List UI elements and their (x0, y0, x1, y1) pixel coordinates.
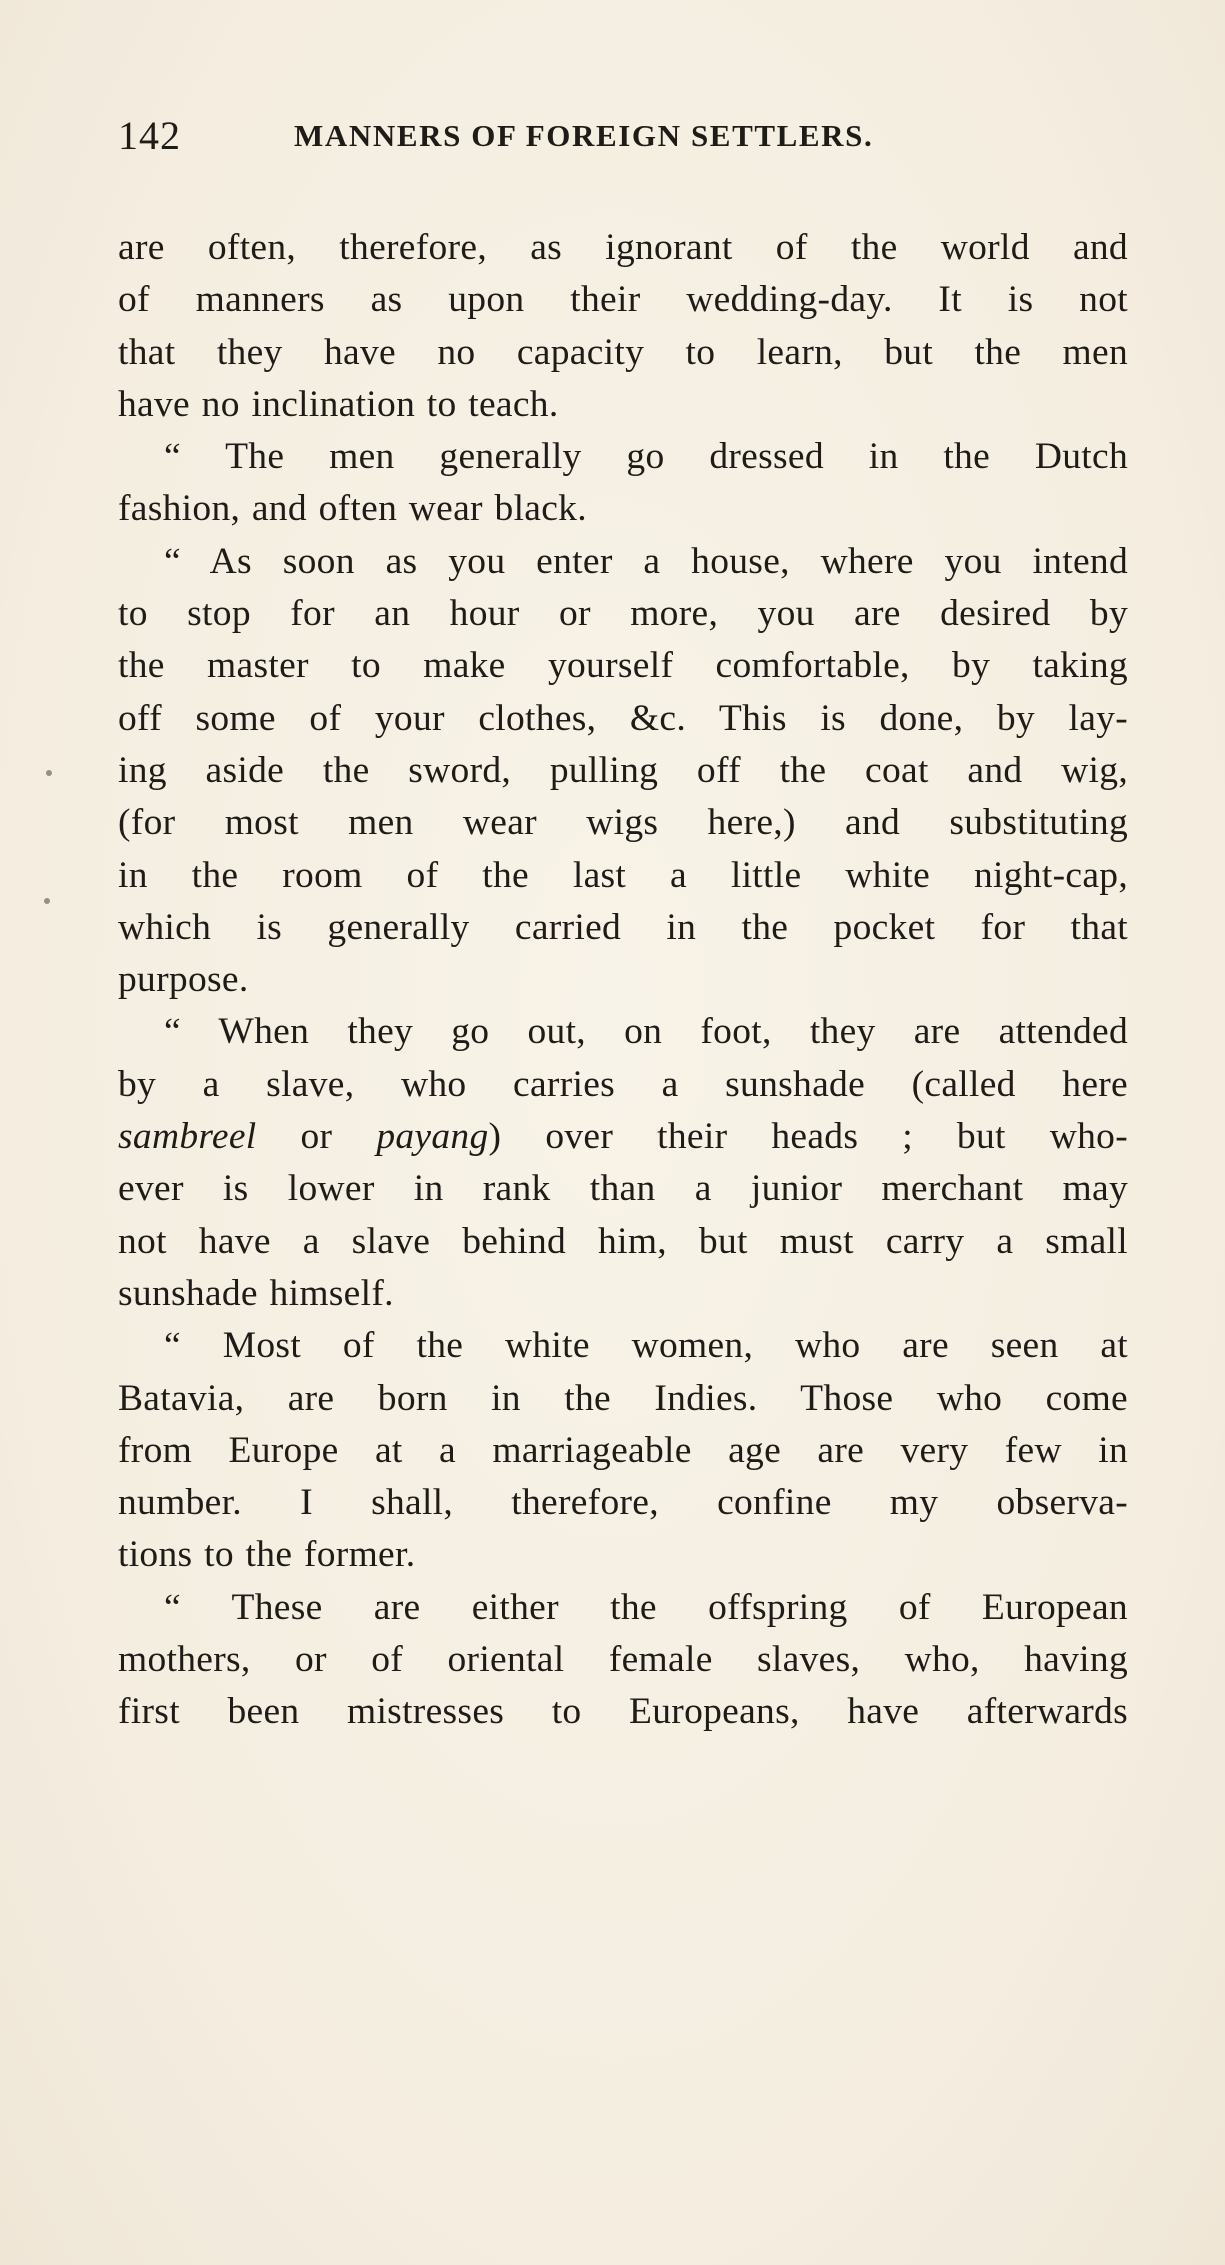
text-line: in the room of the last a little white night-cap, (118, 854, 1128, 896)
text-line: fashion, and often wear black. (118, 488, 587, 530)
text-line: Batavia, are born in the Indies. Those who come (118, 1377, 1128, 1419)
text-line: tions to the former. (118, 1534, 416, 1576)
text-line: “ These are either the offspring of European (164, 1586, 1128, 1628)
body-text (118, 222, 1128, 1739)
italic-word: payang (376, 1116, 489, 1158)
text-line: by a slave, who carries a sunshade (called here (118, 1063, 1128, 1105)
running-head: MANNERS OF FOREIGN SETTLERS. (294, 118, 874, 153)
italic-connector: or (300, 1116, 333, 1158)
text-line: purpose. (118, 959, 249, 1001)
page-header (118, 112, 1128, 160)
italic-word: sambreel (118, 1116, 257, 1158)
text-line: the master to make yourself comfortable, by taking (118, 645, 1128, 687)
text-line: “ Most of the white women, who are seen at (164, 1325, 1128, 1367)
text-line: “ As soon as you enter a house, where you intend (164, 540, 1128, 582)
text-line: mothers, or of oriental female slaves, who, having (118, 1639, 1128, 1681)
text-line: from Europe at a marriageable age are very few in (118, 1429, 1128, 1471)
text-line: are often, therefore, as ignorant of the world and (118, 227, 1128, 268)
text-line-with-italics: sambreel or payang) over their heads ; but who- (118, 1116, 1128, 1158)
text-fragment: over their heads ; but who- (545, 1116, 1128, 1158)
text-line: to stop for an hour or more, you are desired by (118, 593, 1128, 635)
text-line: sunshade himself. (118, 1272, 394, 1314)
text-line: “ The men generally go dressed in the Dutch (164, 436, 1128, 478)
text-line: that they have no capacity to learn, but the men (118, 331, 1128, 373)
margin-dot (44, 898, 50, 904)
page-number: 142 (118, 113, 181, 158)
text-line: which is generally carried in the pocket for that (118, 906, 1128, 948)
text-line: not have a slave behind him, but must carry a small (118, 1220, 1128, 1262)
text-line: number. I shall, therefore, confine my observa- (118, 1482, 1128, 1524)
text-line: (for most men wear wigs here,) and substituting (118, 802, 1128, 844)
text-line: of manners as upon their wedding-day. It is not (118, 279, 1128, 321)
text-line: have no inclination to teach. (118, 383, 559, 425)
margin-dot (46, 770, 52, 776)
text-line: ever is lower in rank than a junior merchant may (118, 1168, 1128, 1210)
text-line: first been mistresses to Europeans, have afterwards (118, 1691, 1128, 1733)
text-line: “ When they go out, on foot, they are attended (164, 1011, 1128, 1053)
text-line: ing aside the sword, pulling off the coat and wig, (118, 749, 1128, 791)
text-line: off some of your clothes, &c. This is done, by lay- (118, 697, 1128, 739)
